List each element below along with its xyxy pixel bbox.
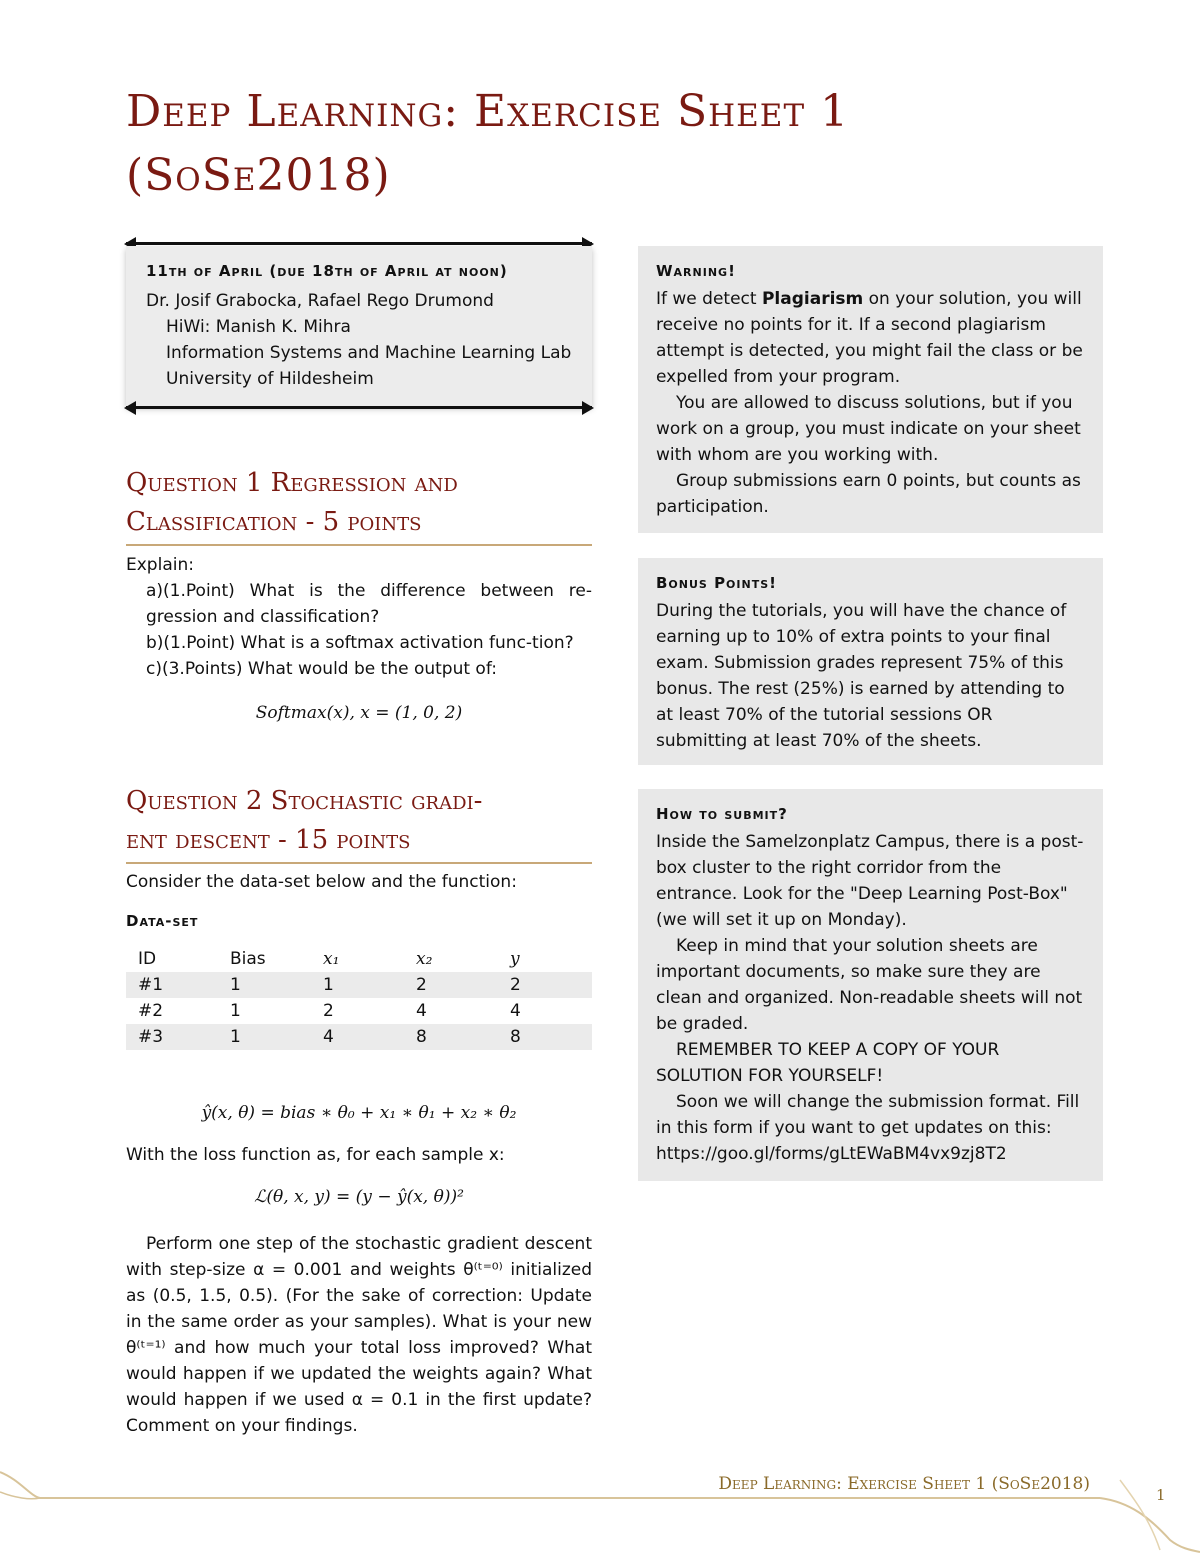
question-1c: c)(3.Points) What would be the output of:	[146, 659, 497, 679]
warning-paragraph-1: If we detect Plagiarism on your solution, you will receive no points for it. If a second plagiarism attempt is detected, you might fail the class or be expelled from your program.	[656, 289, 1083, 387]
hiwi: HiWi: Manish K. Mihra	[166, 317, 351, 337]
table-cell: 8	[404, 1024, 498, 1050]
table-cell: #1	[126, 972, 218, 998]
form-link[interactable]: https://goo.gl/forms/gLtEWaBM4vx9zj8T2	[656, 1144, 1007, 1164]
title-line-1: Deep Learning: Exercise Sheet 1	[126, 86, 850, 137]
question-1-body	[126, 552, 592, 726]
table-cell: 2	[404, 972, 498, 998]
info-box-bottom-bar	[126, 406, 592, 409]
lab-name: Information Systems and Machine Learning Lab	[166, 343, 572, 363]
table-cell: 1	[218, 972, 311, 998]
column-header-bias: Bias	[230, 949, 266, 969]
warning-paragraph-2: You are allowed to discuss solutions, but if you work on a group, you must indicate on your sheet with whom are you working with.	[656, 393, 1081, 465]
table-cell: 4	[416, 1001, 427, 1021]
left-arrow-icon	[124, 401, 136, 415]
info-box	[126, 236, 592, 414]
question-2-heading-line-2: ent descent - 15 points	[126, 825, 411, 855]
submission-paragraph-1: Inside the Samelzonplatz Campus, there is a post-box cluster to the right corridor from the entrance. Look for the "Deep Learning Post-Box" (we will set it up on Monday).	[656, 832, 1084, 930]
issue-date: 11th of April (due 18th of April at noon)	[146, 262, 508, 280]
right-arrow-icon	[582, 401, 594, 415]
table-row	[126, 998, 592, 1024]
table-cell: 1	[230, 1001, 241, 1021]
question-2-heading-line-1: Question 2 Stochastic gradi-	[126, 786, 483, 816]
table-cell: 8	[498, 1024, 592, 1050]
question-1b: b)(1.Point) What is a softmax activation func-tion?	[146, 633, 574, 653]
table-cell: 1	[218, 1024, 311, 1050]
column-header-id: ID	[138, 949, 157, 969]
table-row	[126, 1024, 592, 1050]
column-header-y: y	[510, 949, 520, 969]
warning-box	[638, 246, 1103, 533]
submission-title: How to submit?	[656, 805, 788, 823]
warning-paragraph-3: Group submissions earn 0 points, but counts as participation.	[656, 471, 1081, 517]
question-2-intro: Consider the data-set below and the function:	[126, 872, 517, 892]
submission-paragraph-2: Keep in mind that your solution sheets are important documents, so make sure they are clean and organized. Non-readable sheets will not be graded.	[656, 936, 1083, 1034]
column-header-x1: x₁	[323, 949, 340, 969]
table-cell: 4	[311, 1024, 404, 1050]
table-header-row	[126, 946, 592, 972]
question-2-heading	[126, 782, 592, 864]
running-footer-title: Deep Learning: Exercise Sheet 1 (SoSe2018)	[718, 1474, 1090, 1494]
submission-box	[638, 789, 1103, 1181]
table-cell: 4	[510, 1001, 521, 1021]
title-line-2: (SoSe2018)	[126, 150, 391, 201]
question-1-heading-line-2: Classification - 5 points	[126, 507, 422, 537]
bonus-box	[638, 558, 1103, 765]
dataset-label: Data-set	[126, 912, 199, 930]
question-1-heading	[126, 464, 592, 546]
loss-intro: With the loss function as, for each sample x:	[126, 1145, 505, 1165]
loss-formula: ℒ(θ, x, y) = (y − ŷ(x, θ))²	[254, 1187, 464, 1207]
page-number: 1	[1156, 1486, 1166, 1504]
info-box-top-bar	[126, 242, 592, 245]
footer-ornament	[0, 1440, 1200, 1553]
table-row	[126, 972, 592, 998]
warning-title: Warning!	[656, 262, 736, 280]
question-2-task: Perform one step of the stochastic gradient descent with step-size α = 0.001 and weights θ⁽ᵗ⁼⁰⁾ initialized as (0.5, 1.5, 0.5). (For the sake of correction: Update in the same order as your samples). What is your new θ⁽ᵗ⁼¹⁾ and how much your total loss improved? What would happen if we updated the weights again? What would happen if we used α = 0.1 in the first update? Comment on your findings.	[126, 1234, 592, 1436]
dataset-table	[126, 946, 592, 1050]
instructors: Dr. Josif Grabocka, Rafael Rego Drumond	[146, 291, 494, 311]
question-1-heading-line-1: Question 1 Regression and	[126, 468, 458, 498]
explain-label: Explain:	[126, 555, 194, 575]
table-cell: #2	[138, 1001, 164, 1021]
bonus-title: Bonus Points!	[656, 574, 777, 592]
question-1a: a)(1.Point) What is the difference between re-gression and classification?	[146, 581, 592, 627]
softmax-formula: Softmax(x), x = (1, 0, 2)	[255, 703, 463, 723]
table-cell: 2	[323, 1001, 334, 1021]
bonus-paragraph: During the tutorials, you will have the chance of earning up to 10% of extra points to your final exam. Submission grades represent 75% of this bonus. The rest (25%) is earned by attending to at least 70% of the tutorial sessions OR submitting at least 70% of the sheets.	[656, 601, 1067, 751]
university: University of Hildesheim	[166, 369, 374, 389]
submission-reminder: REMEMBER TO KEEP A COPY OF YOUR SOLUTION FOR YOURSELF!	[656, 1040, 1000, 1086]
table-cell: 1	[311, 972, 404, 998]
info-box-content	[126, 246, 592, 406]
table-cell: 2	[498, 972, 592, 998]
column-header-x2: x₂	[416, 949, 433, 969]
submission-paragraph-4: Soon we will change the submission format. Fill in this form if you want to get updates on this:	[656, 1092, 1080, 1138]
model-formula: ŷ(x, θ) = bias ∗ θ₀ + x₁ ∗ θ₁ + x₂ ∗ θ₂	[201, 1103, 517, 1123]
document-title	[126, 80, 1126, 208]
table-cell: #3	[126, 1024, 218, 1050]
